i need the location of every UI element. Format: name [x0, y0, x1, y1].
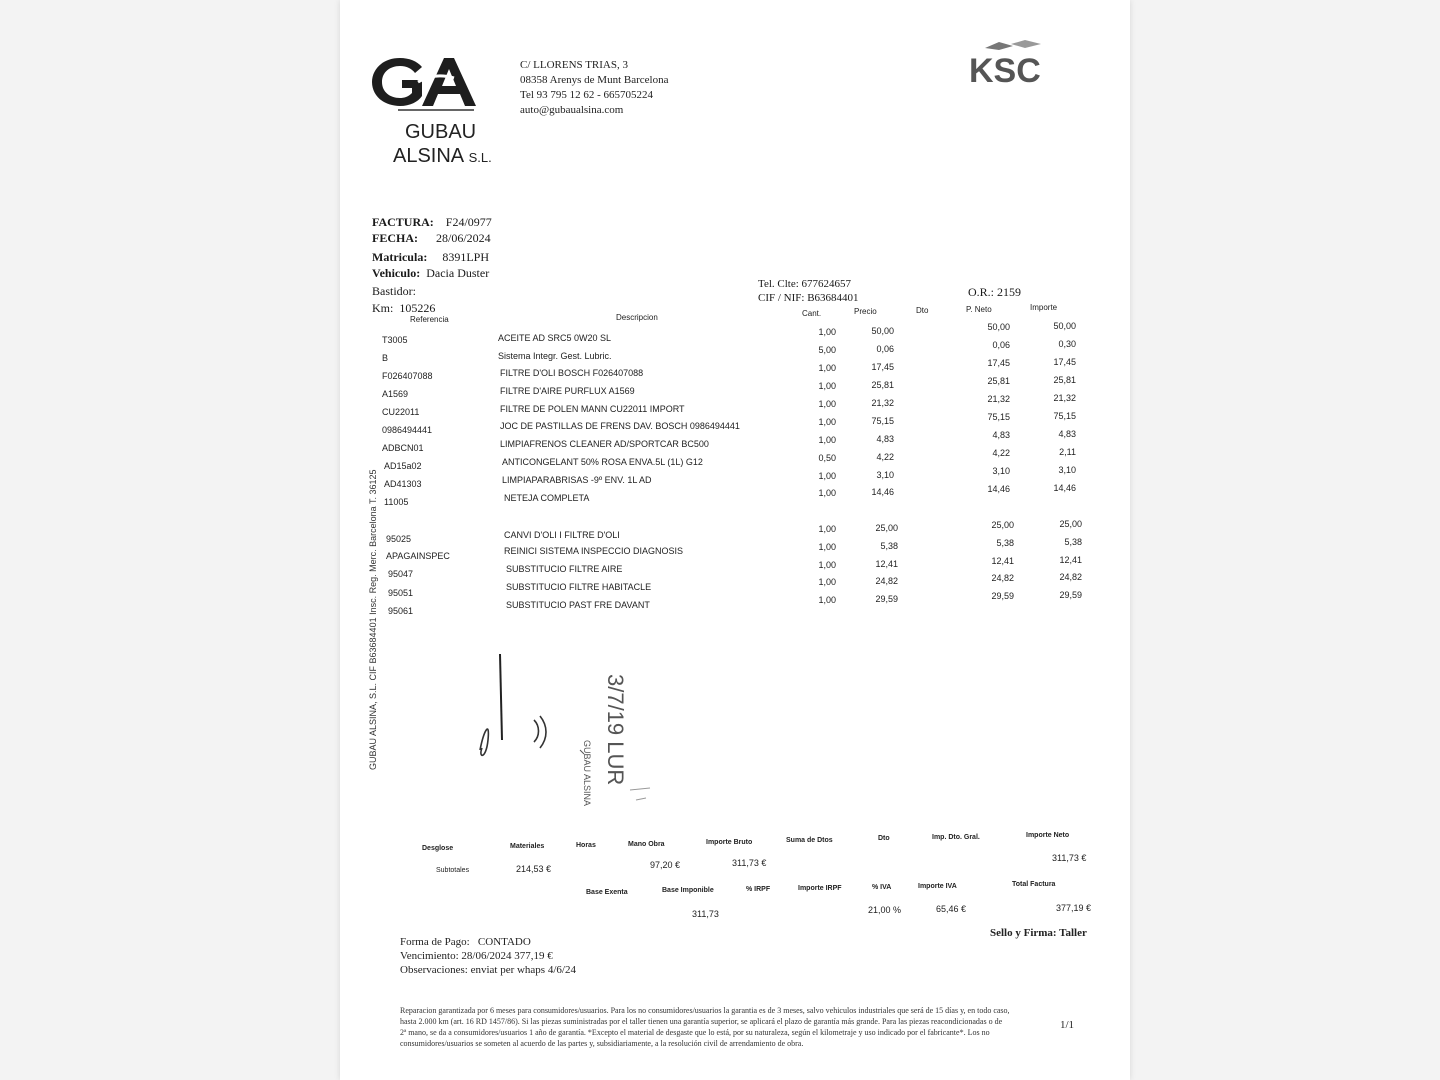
company-suffix: S.L.: [468, 150, 492, 165]
row-precio: 75,15: [871, 416, 894, 426]
ksc-logo-text: KSC: [969, 52, 1041, 88]
row-desc: LIMPIAPARABRISAS -9º ENV. 1L AD: [502, 475, 652, 485]
row-ref: AD41303: [384, 479, 422, 489]
row-neto: 4,22: [992, 448, 1010, 458]
row-cant: 1,00: [818, 381, 836, 391]
subtotal-mano-obra: 97,20 €: [650, 860, 681, 870]
header-importe: Importe: [1030, 303, 1058, 312]
forma-pago-value: CONTADO: [477, 936, 531, 948]
row-cant: 1,00: [818, 577, 836, 587]
row-importe: 75,15: [1053, 411, 1076, 421]
row-importe: 0,30: [1058, 339, 1076, 349]
totals-h-iva-pct: % IVA: [872, 884, 892, 891]
factura-value: F24/0977: [445, 215, 492, 229]
row-importe: 24,82: [1059, 572, 1082, 582]
row-ref: F026407088: [382, 371, 433, 381]
row-cant: 1,00: [818, 471, 836, 481]
row-neto: 29,59: [991, 591, 1014, 601]
row-desc: SUBSTITUCIO FILTRE HABITACLE: [506, 582, 652, 592]
row-importe: 3,10: [1058, 465, 1076, 475]
sello-firma: Sello y Firma: Taller: [990, 927, 1087, 939]
subtotal-materiales: 214,53 €: [516, 864, 552, 874]
company-name-line1: GUBAU: [405, 121, 477, 143]
fecha-value: 28/06/2024: [436, 231, 491, 245]
vencimiento-label: Vencimiento:: [400, 950, 459, 962]
row-ref: 95051: [388, 588, 414, 598]
row-desc: FILTRE D'AIRE PURFLUX A1569: [500, 386, 635, 396]
totals-h-base-imponible: Base Imponible: [662, 887, 714, 894]
totals-h-horas: Horas: [576, 842, 596, 849]
row-neto: 4,83: [992, 430, 1010, 440]
page-number: 1/1: [1060, 1019, 1075, 1031]
invoice-page: [340, 0, 1130, 1080]
row-precio: 24,82: [875, 576, 898, 586]
row-ref: B: [382, 353, 389, 363]
header-cant: Cant.: [802, 309, 822, 318]
or-label: O.R.:: [968, 285, 995, 299]
row-desc: REINICI SISTEMA INSPECCIO DIAGNOSIS: [504, 546, 684, 556]
row-ref: CU22011: [382, 407, 420, 417]
row-neto: 17,45: [987, 358, 1010, 368]
totals-h-desglose: Desglose: [422, 845, 454, 852]
row-precio: 4,22: [876, 452, 894, 462]
side-legal-text: GUBAU ALSINA, S.L. CIF B63684401 Insc. Reg. Merc. Barcelona T. 36125: [368, 469, 378, 770]
header-dto: Dto: [916, 306, 929, 315]
base-imponible-value: 311,73: [692, 909, 719, 919]
company-name: [393, 120, 492, 170]
row-ref: A1569: [382, 389, 409, 399]
address-phone: Tel 93 795 12 62 - 665705224: [520, 89, 654, 101]
row-precio: 14,46: [871, 487, 894, 497]
row-cant: 1,00: [818, 417, 836, 427]
row-importe: 25,81: [1053, 375, 1076, 385]
row-ref: AD15a02: [384, 461, 422, 471]
legal-warranty-text: Reparacion garantizada por 6 meses para consumidores/usuarios. Para los no consumidores/usuarios la garantia es de 3 meses, salvo vehiculos industriales que será de 15 días y, en todo caso, hasta 2.000 km (art. 16 RD 1457/86). Si las piezas suministradas por el taller tienen una garantía superior, se aplicará el plazo de garantía más grande. Para las piezas reacondicionadas o de 2ª mano, se da a consumidores/usuarios 1 año de garantía. *Excepto el material de desgaste que lo está, por su naturaleza, según el kilometraje y uso indicado por el fabricante*. Los no consumidores/usuarios se someten al acuerdo de las partes y, subsidiariamente, a la resolución civil de arrendamiento de obra.: [400, 1006, 1010, 1048]
row-importe: 5,38: [1064, 537, 1082, 547]
totals-h-irpf-pct: % IRPF: [746, 886, 771, 893]
row-precio: 25,81: [871, 380, 894, 390]
row-desc: FILTRE D'OLI BOSCH F026407088: [500, 368, 644, 378]
row-desc: SUBSTITUCIO FILTRE AIRE: [506, 564, 623, 574]
row-importe: 29,59: [1059, 590, 1082, 600]
km-label: Km:: [372, 301, 394, 315]
totals-h-importe-bruto: Importe Bruto: [706, 839, 753, 846]
payment-info: [400, 935, 576, 977]
iva-pct-value: 21,00 %: [868, 905, 902, 915]
row-precio: 3,10: [876, 470, 894, 480]
row-neto: 50,00: [987, 322, 1010, 332]
row-neto: 25,00: [991, 520, 1014, 530]
row-desc: FILTRE DE POLEN MANN CU22011 IMPORT: [500, 404, 685, 414]
row-ref: 95025: [386, 534, 412, 544]
or-value: 2159: [997, 285, 1022, 299]
row-precio: 0,06: [876, 344, 894, 354]
matricula-label: Matricula:: [372, 250, 428, 264]
company-name-main: ALSINA: [393, 145, 464, 167]
row-cant: 1,00: [818, 399, 836, 409]
header-descripcion: Descripcion: [616, 313, 658, 322]
forma-pago-label: Forma de Pago:: [400, 936, 470, 948]
row-importe: 25,00: [1059, 519, 1082, 529]
row-cant: 1,00: [818, 560, 836, 570]
company-name-line2: [393, 144, 492, 170]
row-importe: 14,46: [1053, 483, 1076, 493]
header-precio: Precio: [854, 307, 877, 316]
totals-h-mano-obra: Mano Obra: [628, 841, 665, 848]
fecha-label: FECHA:: [372, 231, 418, 245]
row-precio: 17,45: [871, 362, 894, 372]
vencimiento-value: 28/06/2024 377,19 €: [461, 950, 553, 962]
stamp-line1: GUBAU ALSINA: [582, 740, 592, 807]
row-ref: APAGAINSPEC: [386, 551, 450, 561]
row-importe: 2,11: [1059, 447, 1076, 457]
row-precio: 25,00: [875, 523, 898, 533]
ga-logo-icon: [370, 52, 480, 112]
client-cif: CIF / NIF: B63684401: [758, 292, 859, 304]
address-line1: C/ LLORENS TRIAS, 3: [520, 59, 628, 71]
stamp-date: 3/7/19 LUR: [603, 674, 628, 786]
row-precio: 4,83: [876, 434, 894, 444]
row-neto: 0,06: [992, 340, 1010, 350]
row-neto: 24,82: [991, 573, 1014, 583]
row-cant: 1,00: [818, 488, 836, 498]
or-number: [968, 284, 1021, 300]
row-desc: ACEITE AD SRC5 0W20 SL: [498, 333, 612, 343]
row-neto: 25,81: [987, 376, 1010, 386]
row-importe: 21,32: [1053, 393, 1076, 403]
totals-h-suma-dtos: Suma de Dtos: [786, 837, 833, 844]
row-desc: NETEJA COMPLETA: [504, 493, 590, 503]
address-email: auto@gubaualsina.com: [520, 104, 624, 116]
totals-h-total-factura: Total Factura: [1012, 881, 1056, 888]
bastidor-label: Bastidor:: [372, 284, 416, 298]
totals-h-materiales: Materiales: [510, 843, 545, 850]
row-precio: 50,00: [871, 326, 894, 336]
row-precio: 29,59: [875, 594, 898, 604]
row-importe: 4,83: [1058, 429, 1076, 439]
row-desc: CANVI D'OLI I FILTRE D'OLI: [504, 530, 620, 540]
client-tel: Tel. Clte: 677624657: [758, 278, 852, 290]
row-neto: 3,10: [992, 466, 1010, 476]
row-importe: 12,41: [1059, 555, 1082, 565]
row-cant: 1,00: [818, 524, 836, 534]
header-referencia: Referencia: [410, 315, 449, 324]
row-cant: 1,00: [818, 363, 836, 373]
observaciones-value: enviat per whaps 4/6/24: [470, 964, 576, 976]
invoice-meta: [372, 214, 492, 316]
row-ref: 95061: [388, 606, 414, 616]
totals-h-importe-irpf: Importe IRPF: [798, 885, 842, 892]
client-info: [758, 277, 859, 305]
row-ref: 0986494441: [382, 425, 433, 435]
row-desc: ANTICONGELANT 50% ROSA ENVA.5L (1L) G12: [502, 457, 703, 467]
vehiculo-value: Dacia Duster: [426, 266, 490, 280]
row-desc: LIMPIAFRENOS CLEANER AD/SPORTCAR BC500: [500, 439, 709, 449]
row-importe: 50,00: [1053, 321, 1076, 331]
km-value: 105226: [399, 301, 436, 315]
row-neto: 5,38: [996, 538, 1014, 548]
row-neto: 21,32: [987, 394, 1010, 404]
totals-h-importe-iva: Importe IVA: [918, 883, 957, 890]
row-precio: 5,38: [880, 541, 898, 551]
observaciones-label: Observaciones:: [400, 964, 468, 976]
row-neto: 75,15: [987, 412, 1010, 422]
row-desc: Sistema Integr. Gest. Lubric.: [498, 351, 612, 361]
row-ref: 11005: [384, 497, 409, 507]
matricula-value: 8391LPH: [442, 250, 489, 264]
totals-h-importe-neto: Importe Neto: [1026, 832, 1070, 839]
row-cant: 1,00: [818, 542, 836, 552]
totals-h-base-exenta: Base Exenta: [586, 889, 628, 896]
row-ref: 95047: [388, 569, 414, 579]
row-precio: 21,32: [871, 398, 894, 408]
row-ref: ADBCN01: [382, 443, 424, 453]
subtotal-importe-bruto: 311,73 €: [732, 858, 767, 868]
row-precio: 12,41: [875, 559, 898, 569]
row-cant: 1,00: [818, 435, 836, 445]
row-ref: T3005: [382, 335, 408, 345]
stamp-signature-icon: [460, 640, 700, 820]
totals-h-imp-dto-gral: Imp. Dto. Gral.: [932, 834, 980, 841]
subtotales-label: Subtotales: [436, 867, 470, 874]
header-neto: P. Neto: [966, 305, 992, 314]
total-factura-value: 377,19 €: [1056, 903, 1092, 913]
row-cant: 1,00: [818, 327, 836, 337]
row-importe: 17,45: [1053, 357, 1076, 367]
address-line2: 08358 Arenys de Munt Barcelona: [520, 74, 669, 86]
row-desc: JOC DE PASTILLAS DE FRENS DAV. BOSCH 0986494441: [500, 421, 740, 431]
factura-label: FACTURA:: [372, 215, 434, 229]
company-address: [520, 58, 668, 118]
row-neto: 14,46: [987, 484, 1010, 494]
row-neto: 12,41: [991, 556, 1014, 566]
ksc-logo-icon: [965, 38, 1065, 88]
row-cant: 5,00: [818, 345, 836, 355]
row-desc: SUBSTITUCIO PAST FRE DAVANT: [506, 600, 650, 610]
subtotal-importe-neto: 311,73 €: [1052, 853, 1087, 863]
totals-h-dto: Dto: [878, 835, 890, 842]
vehiculo-label: Vehiculo:: [372, 266, 421, 280]
importe-iva-value: 65,46 €: [936, 904, 967, 914]
row-cant: 1,00: [818, 595, 836, 605]
row-cant: 0,50: [818, 453, 836, 463]
